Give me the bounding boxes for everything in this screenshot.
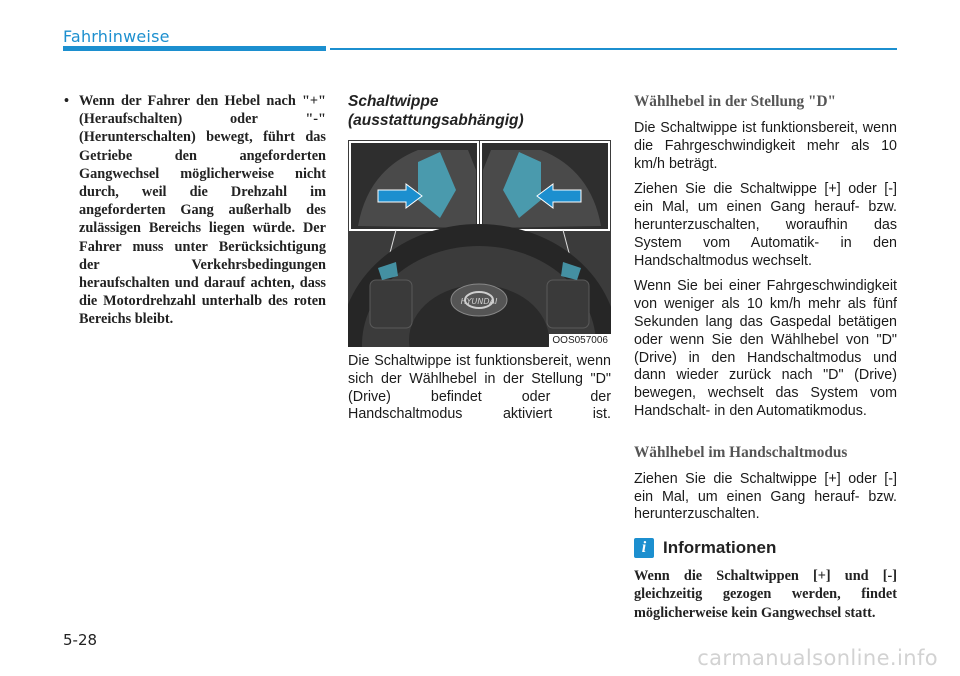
drive-position-para-2: Ziehen Sie die Schaltwippe [+] oder [-] ein Mal, um einen Gang herauf- bzw. herunterzuschalten, woraufhin das System vom Automatik- in den Handschaltmodus wechselt. xyxy=(634,181,897,269)
warning-text: Wenn der Fahrer den Hebel nach "+" (Heraufschalten) oder "-" (Herunterschalten) bewegt, führt das Getriebe den angeforderten Gangwechsel möglicherweise nicht durch, weil die Drehzahl im angeforderten Gang außerhalb des zulässigen Bereichs liegen würde. Der Fahrer muss unter Berücksichtigung der Verkehrsbedingungen heraufschalten und darauf achten, dass die Motordrehzahl unterhalb des roten Bereichs bleibt. xyxy=(79,93,326,328)
figure-caption: OOS057006 xyxy=(549,334,611,347)
hyundai-logo-text: HYUNDAI xyxy=(460,297,498,306)
manual-mode-title: Wählhebel im Handschaltmodus xyxy=(634,443,848,461)
warning-bullet-item xyxy=(63,92,326,329)
header-rule-thick xyxy=(63,46,326,51)
drive-position-para-3: Wenn Sie bei einer Fahrgeschwindigkeit von weniger als 10 km/h mehr als fünf Sekunden lang das Gaspedal betätigen oder wenn Sie den Wählhebel von "D" (Drive) in den Handschaltmodus und dann wieder zurück nach "D" (Drive) bewegen, wechselt das System vom Handschalt- in den Automatikmodus. xyxy=(634,278,897,419)
bullet-icon: • xyxy=(64,93,70,109)
drive-position-para-1: Die Schaltwippe ist funktionsbereit, wenn die Fahrgeschwindigkeit mehr als 10 km/h beträgt. xyxy=(634,120,897,172)
information-title: Informationen xyxy=(663,538,777,558)
left-column xyxy=(63,92,326,329)
middle-column xyxy=(348,92,611,432)
steering-wheel-illustration xyxy=(348,140,611,347)
paddle-shifter-title: Schaltwippe (ausstattungsabhängig) xyxy=(348,93,524,129)
right-column xyxy=(634,92,897,622)
information-header xyxy=(634,538,897,558)
steering-wheel-figure xyxy=(348,140,611,347)
drive-position-title: Wählhebel in der Stellung "D" xyxy=(634,93,836,110)
info-icon: i xyxy=(634,538,654,558)
page-number: 5-28 xyxy=(63,631,98,649)
paddle-shifter-body: Die Schaltwippe ist funktionsbereit, wenn sich der Wählhebel in der Stellung "D" (Drive) befindet oder der Handschaltmodus aktiviert ist. xyxy=(348,353,611,423)
header-rule-thin xyxy=(330,48,897,50)
manual-mode-para: Ziehen Sie die Schaltwippe [+] oder [-] ein Mal, um einen Gang herauf- bzw. herunterzuschalten. xyxy=(634,470,897,523)
watermark: carmanualsonline.info xyxy=(697,646,938,670)
information-text: Wenn die Schaltwippen [+] und [-] gleichzeitig gezogen werden, findet möglicherweise kein Gangwechsel statt. xyxy=(634,568,897,621)
section-header-title: Fahrhinweise xyxy=(63,27,170,46)
